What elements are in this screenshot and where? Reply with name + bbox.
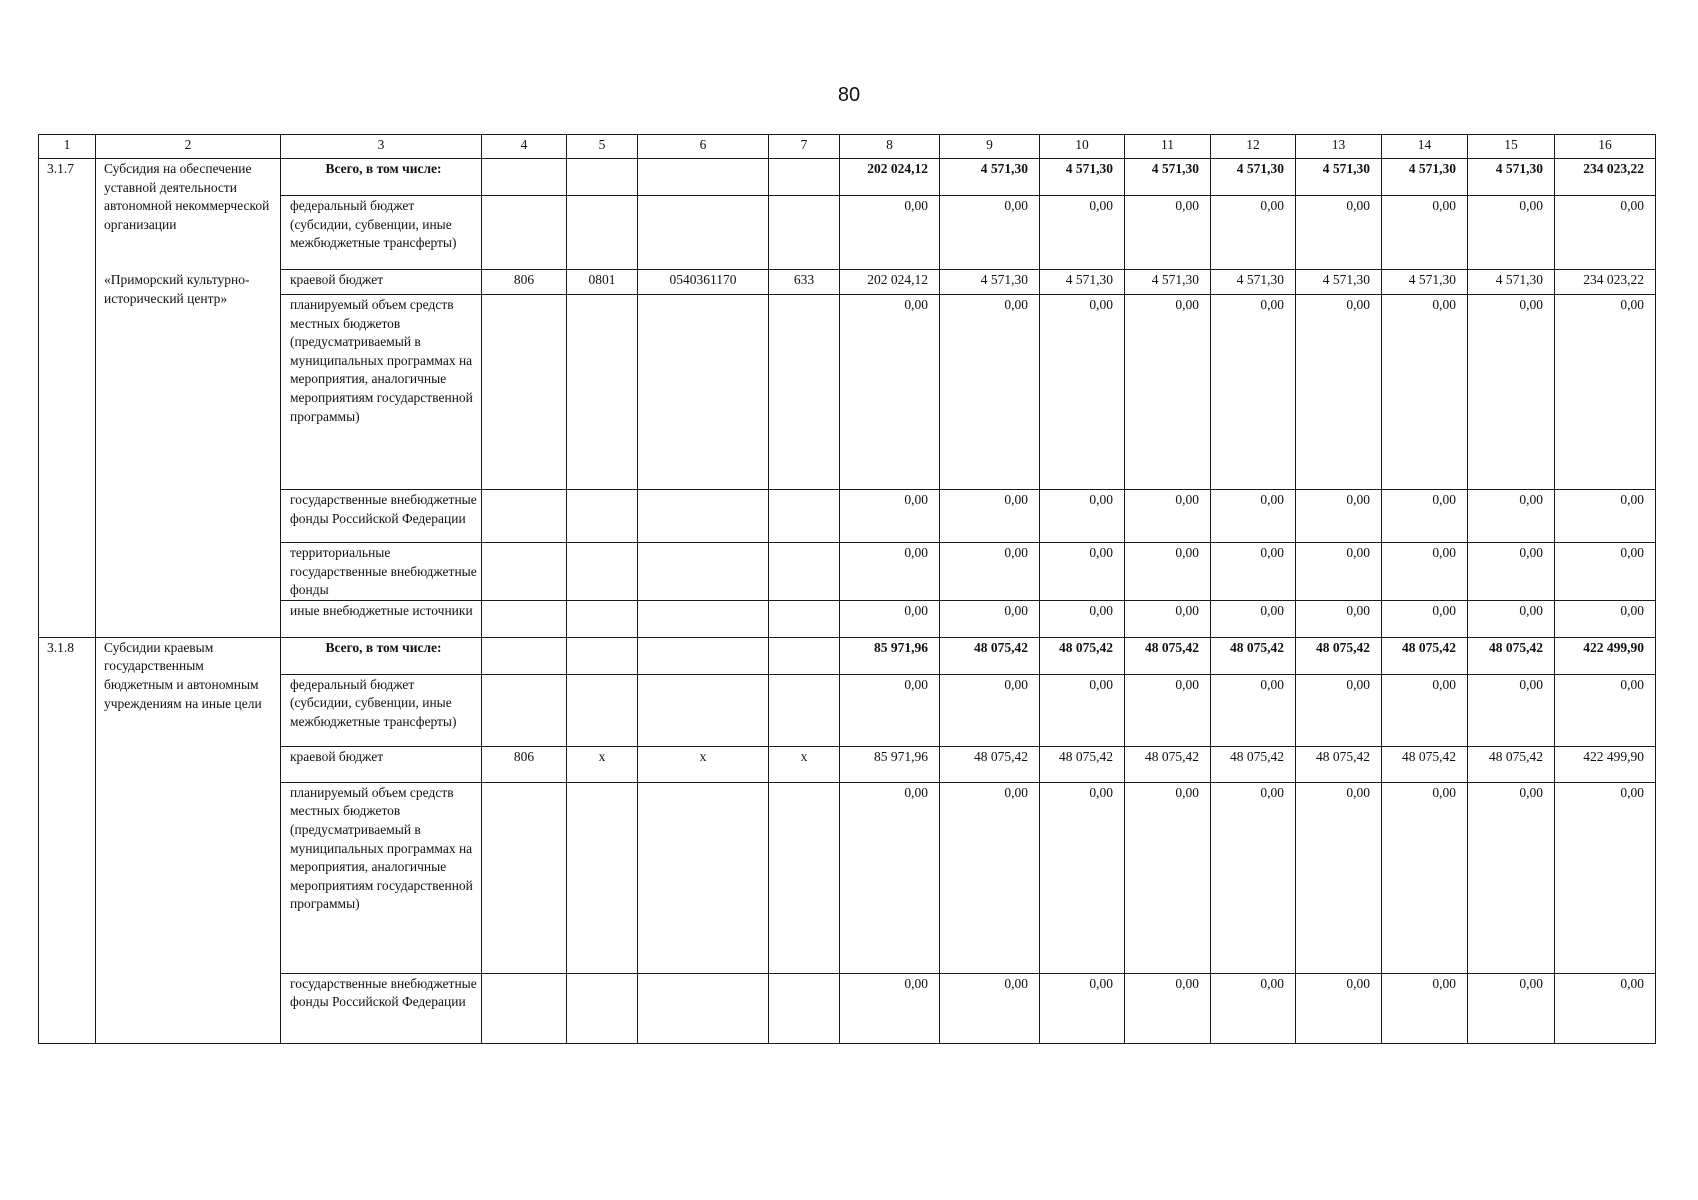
- code-cell-c5: х: [567, 746, 638, 782]
- code-cell-c5: [567, 637, 638, 674]
- code-cell-c6: [638, 543, 769, 601]
- value-cell: 4 571,30: [1382, 159, 1468, 196]
- value-cell: 48 075,42: [1468, 746, 1555, 782]
- value-cell: 48 075,42: [1125, 746, 1211, 782]
- value-cell: 48 075,42: [1125, 637, 1211, 674]
- row-label: федеральный бюджет (субсидии, субвенции, иные межбюджетные трансферты): [281, 196, 482, 270]
- value-cell: 48 075,42: [1382, 637, 1468, 674]
- value-cell: 0,00: [1468, 782, 1555, 973]
- code-cell-c7: [769, 490, 840, 543]
- group-code: 3.1.7: [39, 159, 96, 638]
- table-row: [39, 159, 1656, 196]
- value-cell: 422 499,90: [1555, 746, 1656, 782]
- code-cell-c6: [638, 674, 769, 746]
- value-cell: 0,00: [1125, 295, 1211, 490]
- row-label: иные внебюджетные источники: [281, 600, 482, 637]
- column-header: 15: [1468, 135, 1555, 159]
- table-row: [39, 637, 1656, 674]
- code-cell-c5: [567, 782, 638, 973]
- value-cell: 0,00: [840, 600, 940, 637]
- value-cell: 0,00: [840, 196, 940, 270]
- value-cell: 0,00: [1555, 490, 1656, 543]
- value-cell: 0,00: [1296, 782, 1382, 973]
- code-cell-c6: [638, 600, 769, 637]
- value-cell: 0,00: [840, 782, 940, 973]
- code-cell-c6: [638, 159, 769, 196]
- value-cell: 4 571,30: [1040, 159, 1125, 196]
- column-header: 12: [1211, 135, 1296, 159]
- table-row: [39, 600, 1656, 637]
- group-name: Субсидия на обеспечение уставной деятельности автономной некоммерческой организации: [104, 161, 270, 232]
- column-header: 5: [567, 135, 638, 159]
- value-cell: 234 023,22: [1555, 270, 1656, 295]
- value-cell: 48 075,42: [1040, 746, 1125, 782]
- value-cell: 0,00: [1468, 543, 1555, 601]
- value-cell: 0,00: [940, 600, 1040, 637]
- value-cell: 0,00: [1296, 543, 1382, 601]
- code-cell-c7: [769, 295, 840, 490]
- value-cell: 0,00: [1296, 490, 1382, 543]
- value-cell: 202 024,12: [840, 270, 940, 295]
- group-code: 3.1.8: [39, 637, 96, 1043]
- code-cell-c5: [567, 159, 638, 196]
- value-cell: 0,00: [1211, 196, 1296, 270]
- value-cell: 4 571,30: [1211, 159, 1296, 196]
- value-cell: 234 023,22: [1555, 159, 1656, 196]
- value-cell: 0,00: [1382, 196, 1468, 270]
- column-header: 3: [281, 135, 482, 159]
- value-cell: 0,00: [1040, 490, 1125, 543]
- value-cell: 0,00: [1040, 600, 1125, 637]
- value-cell: 0,00: [1125, 782, 1211, 973]
- value-cell: 0,00: [1382, 490, 1468, 543]
- column-header: 9: [940, 135, 1040, 159]
- value-cell: 0,00: [940, 196, 1040, 270]
- column-header: 13: [1296, 135, 1382, 159]
- code-cell-c6: 0540361170: [638, 270, 769, 295]
- column-header: 16: [1555, 135, 1656, 159]
- table-row: [39, 973, 1656, 1043]
- row-label: краевой бюджет: [281, 746, 482, 782]
- value-cell: 0,00: [1296, 600, 1382, 637]
- group-name-cell: [96, 637, 281, 1043]
- table-row: [39, 782, 1656, 973]
- value-cell: 0,00: [840, 490, 940, 543]
- code-cell-c5: [567, 543, 638, 601]
- code-cell-c4: [482, 196, 567, 270]
- value-cell: 0,00: [940, 782, 1040, 973]
- value-cell: 0,00: [1211, 674, 1296, 746]
- value-cell: 0,00: [1211, 295, 1296, 490]
- value-cell: 0,00: [1211, 543, 1296, 601]
- value-cell: 0,00: [1040, 782, 1125, 973]
- value-cell: 0,00: [1040, 543, 1125, 601]
- code-cell-c4: [482, 782, 567, 973]
- code-cell-c7: [769, 674, 840, 746]
- group-name-cell: [96, 159, 281, 638]
- value-cell: 0,00: [840, 543, 940, 601]
- value-cell: 0,00: [1468, 973, 1555, 1043]
- value-cell: 0,00: [1555, 973, 1656, 1043]
- column-header: 4: [482, 135, 567, 159]
- code-cell-c7: [769, 600, 840, 637]
- value-cell: 4 571,30: [1040, 270, 1125, 295]
- value-cell: 4 571,30: [940, 270, 1040, 295]
- table-row: [39, 746, 1656, 782]
- value-cell: 4 571,30: [1468, 159, 1555, 196]
- value-cell: 0,00: [1555, 674, 1656, 746]
- value-cell: 0,00: [1468, 674, 1555, 746]
- value-cell: 0,00: [1040, 674, 1125, 746]
- code-cell-c4: [482, 637, 567, 674]
- column-header: 6: [638, 135, 769, 159]
- code-cell-c5: [567, 600, 638, 637]
- value-cell: 48 075,42: [1040, 637, 1125, 674]
- table-row: [39, 674, 1656, 746]
- code-cell-c5: [567, 674, 638, 746]
- value-cell: 422 499,90: [1555, 637, 1656, 674]
- value-cell: 0,00: [1468, 600, 1555, 637]
- value-cell: 0,00: [840, 295, 940, 490]
- table-body: [39, 159, 1656, 1044]
- row-label: планируемый объем средств местных бюджетов (предусматриваемый в муниципальных программах на мероприятия, аналогичные мероприятиям государственной программы): [281, 295, 482, 490]
- column-header: 8: [840, 135, 940, 159]
- code-cell-c6: [638, 196, 769, 270]
- value-cell: 4 571,30: [1296, 159, 1382, 196]
- page-number: 80: [837, 84, 861, 106]
- value-cell: 48 075,42: [1211, 637, 1296, 674]
- value-cell: 48 075,42: [1382, 746, 1468, 782]
- value-cell: 0,00: [1468, 490, 1555, 543]
- code-cell-c4: [482, 159, 567, 196]
- value-cell: 0,00: [1382, 973, 1468, 1043]
- value-cell: 0,00: [1211, 973, 1296, 1043]
- code-cell-c6: [638, 490, 769, 543]
- value-cell: 4 571,30: [1468, 270, 1555, 295]
- code-cell-c5: [567, 490, 638, 543]
- code-cell-c7: [769, 196, 840, 270]
- code-cell-c6: х: [638, 746, 769, 782]
- table-row: [39, 295, 1656, 490]
- value-cell: 0,00: [940, 295, 1040, 490]
- value-cell: 85 971,96: [840, 637, 940, 674]
- column-header: 1: [39, 135, 96, 159]
- code-cell-c4: 806: [482, 270, 567, 295]
- table-row: [39, 270, 1656, 295]
- value-cell: 0,00: [1125, 543, 1211, 601]
- value-cell: 4 571,30: [1125, 159, 1211, 196]
- value-cell: 0,00: [1555, 196, 1656, 270]
- value-cell: 0,00: [1040, 295, 1125, 490]
- value-cell: 0,00: [1555, 600, 1656, 637]
- code-cell-c7: [769, 159, 840, 196]
- code-cell-c5: [567, 196, 638, 270]
- code-cell-c6: [638, 295, 769, 490]
- code-cell-c5: 0801: [567, 270, 638, 295]
- value-cell: 48 075,42: [1296, 637, 1382, 674]
- value-cell: 4 571,30: [1125, 270, 1211, 295]
- value-cell: 0,00: [1296, 674, 1382, 746]
- code-cell-c4: [482, 543, 567, 601]
- table-row: [39, 543, 1656, 601]
- code-cell-c4: [482, 973, 567, 1043]
- value-cell: 0,00: [1125, 600, 1211, 637]
- value-cell: 0,00: [1211, 600, 1296, 637]
- value-cell: 0,00: [1211, 490, 1296, 543]
- code-cell-c6: [638, 973, 769, 1043]
- code-cell-c7: [769, 973, 840, 1043]
- value-cell: 0,00: [1468, 295, 1555, 490]
- row-label: территориальные государственные внебюджетные фонды: [281, 543, 482, 601]
- code-cell-c4: [482, 490, 567, 543]
- value-cell: 48 075,42: [940, 746, 1040, 782]
- group-name-extra: «Приморский культурно-исторический центр»: [104, 272, 250, 306]
- value-cell: 0,00: [1125, 196, 1211, 270]
- row-label: краевой бюджет: [281, 270, 482, 295]
- value-cell: 0,00: [1382, 674, 1468, 746]
- column-header: 2: [96, 135, 281, 159]
- value-cell: 0,00: [1040, 973, 1125, 1043]
- value-cell: 0,00: [940, 490, 1040, 543]
- row-label: планируемый объем средств местных бюджетов (предусматриваемый в муниципальных программах на мероприятия, аналогичные мероприятиям государственной программы): [281, 782, 482, 973]
- column-header: 7: [769, 135, 840, 159]
- value-cell: 0,00: [1296, 196, 1382, 270]
- value-cell: 0,00: [940, 674, 1040, 746]
- value-cell: 0,00: [1211, 782, 1296, 973]
- value-cell: 0,00: [1125, 490, 1211, 543]
- value-cell: 4 571,30: [1296, 270, 1382, 295]
- value-cell: 0,00: [1296, 973, 1382, 1043]
- value-cell: 0,00: [1555, 295, 1656, 490]
- value-cell: 0,00: [940, 543, 1040, 601]
- budget-table: [38, 134, 1656, 1044]
- table-row: [39, 196, 1656, 270]
- value-cell: 0,00: [1382, 600, 1468, 637]
- code-cell-c6: [638, 782, 769, 973]
- row-label: Всего, в том числе:: [281, 637, 482, 674]
- code-cell-c7: [769, 543, 840, 601]
- row-label: государственные внебюджетные фонды Российской Федерации: [281, 490, 482, 543]
- value-cell: 0,00: [1382, 295, 1468, 490]
- value-cell: 202 024,12: [840, 159, 940, 196]
- code-cell-c4: [482, 600, 567, 637]
- column-header: 11: [1125, 135, 1211, 159]
- code-cell-c7: х: [769, 746, 840, 782]
- value-cell: 48 075,42: [1211, 746, 1296, 782]
- row-label: государственные внебюджетные фонды Российской Федерации: [281, 973, 482, 1043]
- value-cell: 0,00: [1125, 973, 1211, 1043]
- value-cell: 0,00: [1555, 543, 1656, 601]
- value-cell: 0,00: [940, 973, 1040, 1043]
- value-cell: 0,00: [1125, 674, 1211, 746]
- value-cell: 4 571,30: [940, 159, 1040, 196]
- value-cell: 0,00: [1382, 543, 1468, 601]
- row-label: Всего, в том числе:: [281, 159, 482, 196]
- value-cell: 0,00: [1296, 295, 1382, 490]
- value-cell: 0,00: [840, 973, 940, 1043]
- code-cell-c7: 633: [769, 270, 840, 295]
- code-cell-c5: [567, 295, 638, 490]
- group-name: Субсидии краевым государственным бюджетным и автономным учреждениям на иные цели: [104, 639, 262, 711]
- table-row: [39, 490, 1656, 543]
- code-cell-c6: [638, 637, 769, 674]
- value-cell: 0,00: [840, 674, 940, 746]
- code-cell-c4: [482, 295, 567, 490]
- code-cell-c7: [769, 782, 840, 973]
- value-cell: 0,00: [1555, 782, 1656, 973]
- value-cell: 0,00: [1468, 196, 1555, 270]
- code-cell-c4: [482, 674, 567, 746]
- code-cell-c4: 806: [482, 746, 567, 782]
- header-row: [39, 135, 1656, 159]
- value-cell: 85 971,96: [840, 746, 940, 782]
- code-cell-c5: [567, 973, 638, 1043]
- column-header: 14: [1382, 135, 1468, 159]
- value-cell: 48 075,42: [1296, 746, 1382, 782]
- value-cell: 4 571,30: [1211, 270, 1296, 295]
- value-cell: 0,00: [1040, 196, 1125, 270]
- row-label: федеральный бюджет (субсидии, субвенции, иные межбюджетные трансферты): [281, 674, 482, 746]
- value-cell: 4 571,30: [1382, 270, 1468, 295]
- value-cell: 48 075,42: [1468, 637, 1555, 674]
- value-cell: 0,00: [1382, 782, 1468, 973]
- value-cell: 48 075,42: [940, 637, 1040, 674]
- code-cell-c7: [769, 637, 840, 674]
- column-header: 10: [1040, 135, 1125, 159]
